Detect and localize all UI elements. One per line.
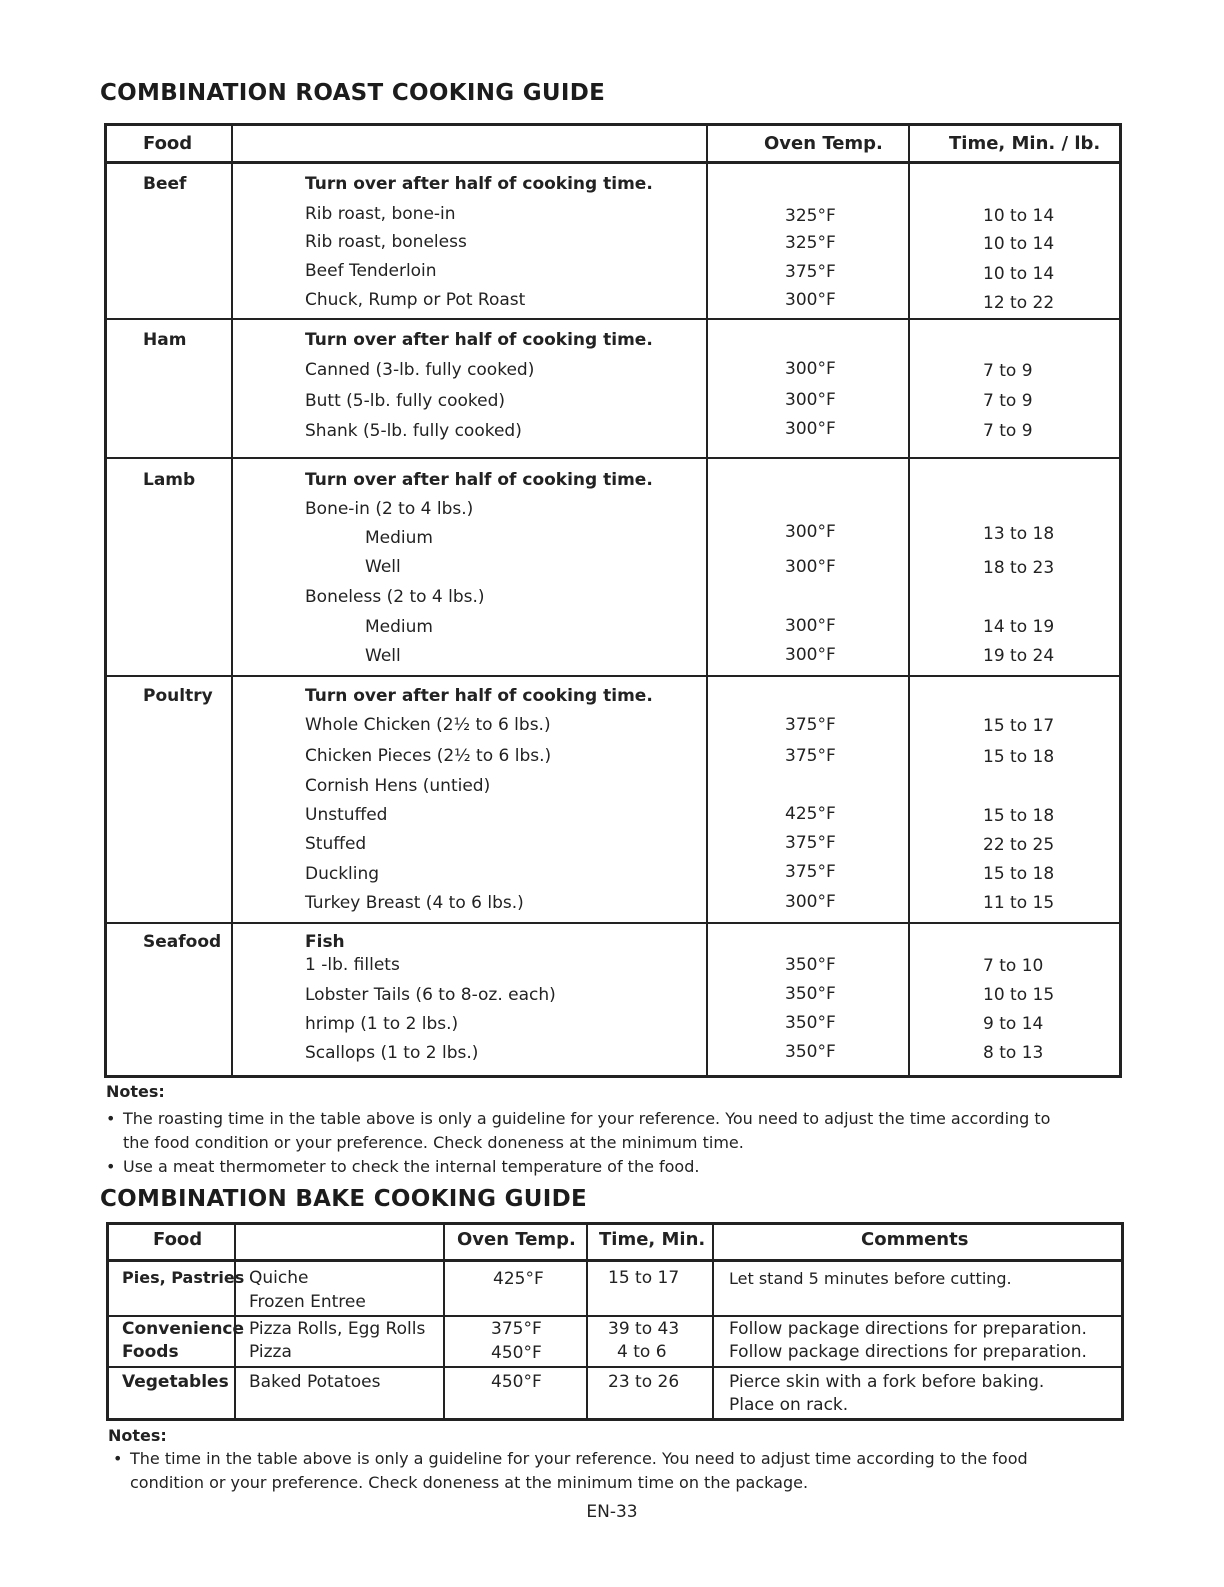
note-text: condition or your preference. Check doneness at the minimum time on the package. <box>130 1473 809 1492</box>
page-number: EN-33 <box>586 1502 638 1522</box>
bake-header-temp: Oven Temp. <box>457 1229 576 1250</box>
bake-col-divider <box>712 1224 714 1419</box>
table-row-time: 39 to 43 <box>608 1319 680 1339</box>
bake-header-time: Time, Min. <box>599 1229 706 1250</box>
table-row-comment: Let stand 5 minutes before cutting. <box>729 1269 1012 1288</box>
table-row-item: Frozen Entree <box>249 1292 366 1312</box>
table-row-item: Chuck, Rump or Pot Roast <box>305 290 526 310</box>
table-row-time: 4 to 6 <box>617 1342 667 1362</box>
table-row-temp: 300°F <box>785 290 836 310</box>
note-text: The time in the table above is only a guideline for your reference. You need to adjust time according to the food <box>130 1449 1028 1468</box>
table-row-item: Medium <box>365 528 433 548</box>
cooking-instruction: Turn over after half of cooking time. <box>305 330 653 350</box>
roast-table-border <box>104 123 1122 1078</box>
food-category-seafood: Seafood <box>143 932 222 952</box>
bullet: • <box>113 1449 123 1468</box>
table-row-item: Bone-in (2 to 4 lbs.) <box>305 499 474 519</box>
food-category-convenience-foods: Convenience <box>122 1319 245 1339</box>
table-row-item: Well <box>365 557 401 577</box>
table-row-item: Shank (5-lb. fully cooked) <box>305 421 522 441</box>
table-row-item: Well <box>365 646 401 666</box>
table-row-time: 22 to 25 <box>983 835 1055 855</box>
table-row-temp: 300°F <box>785 645 836 665</box>
table-row-item: Medium <box>365 617 433 637</box>
table-row-temp: 375°F <box>785 715 836 735</box>
food-category-vegetables: Vegetables <box>122 1372 229 1392</box>
table-row-temp: 450°F <box>491 1372 542 1392</box>
table-row-time: 15 to 18 <box>983 864 1055 884</box>
bake-group-divider <box>108 1366 1122 1368</box>
table-row-time: 12 to 22 <box>983 293 1055 313</box>
table-row-time: 15 to 18 <box>983 806 1055 826</box>
bake-guide-title: COMBINATION BAKE COOKING GUIDE <box>100 1186 588 1212</box>
roast-header-temp: Oven Temp. <box>764 133 883 154</box>
bullet: • <box>106 1109 116 1128</box>
bake-notes-title: Notes: <box>108 1426 167 1445</box>
table-row-time: 10 to 15 <box>983 985 1055 1005</box>
table-row-item: Turkey Breast (4 to 6 lbs.) <box>305 893 524 913</box>
roast-notes-title: Notes: <box>106 1082 165 1101</box>
table-row-temp: 350°F <box>785 1013 836 1033</box>
food-category-convenience-foods: Foods <box>122 1342 179 1362</box>
cooking-instruction: Fish <box>305 932 345 952</box>
table-row-temp: 300°F <box>785 522 836 542</box>
table-row-time: 14 to 19 <box>983 617 1055 637</box>
table-row-temp: 375°F <box>785 262 836 282</box>
table-row-time: 11 to 15 <box>983 893 1055 913</box>
table-row-temp: 300°F <box>785 557 836 577</box>
bullet: • <box>106 1157 116 1176</box>
food-category-beef: Beef <box>143 174 187 194</box>
bake-col-divider <box>443 1224 445 1419</box>
table-row-item: Baked Potatoes <box>249 1372 381 1392</box>
roast-col-divider <box>231 125 233 1076</box>
food-category-lamb: Lamb <box>143 470 196 490</box>
table-row-time: 19 to 24 <box>983 646 1055 666</box>
table-row-time: 15 to 17 <box>983 716 1055 736</box>
table-row-temp: 325°F <box>785 233 836 253</box>
table-row-temp: 325°F <box>785 206 836 226</box>
table-row-temp: 375°F <box>785 833 836 853</box>
bake-header-food: Food <box>153 1229 203 1250</box>
table-row-time: 10 to 14 <box>983 264 1055 284</box>
table-row-item: Cornish Hens (untied) <box>305 776 491 796</box>
table-row-item: Stuffed <box>305 834 367 854</box>
table-row-item: Beef Tenderloin <box>305 261 437 281</box>
table-row-temp: 350°F <box>785 984 836 1004</box>
table-row-temp: 375°F <box>785 746 836 766</box>
roast-note <box>106 1107 1116 1155</box>
table-row-item: Boneless (2 to 4 lbs.) <box>305 587 485 607</box>
table-row-time: 15 to 18 <box>983 747 1055 767</box>
table-row-item: Butt (5-lb. fully cooked) <box>305 391 506 411</box>
table-row-item: hrimp (1 to 2 lbs.) <box>305 1014 459 1034</box>
roast-group-divider <box>106 922 1120 924</box>
table-row-item: Whole Chicken (2½ to 6 lbs.) <box>305 715 551 735</box>
table-row-comment: Place on rack. <box>729 1395 849 1415</box>
table-row-time: 18 to 23 <box>983 558 1055 578</box>
cooking-instruction: Turn over after half of cooking time. <box>305 174 653 194</box>
table-row-time: 9 to 14 <box>983 1014 1044 1034</box>
table-row-temp: 375°F <box>785 862 836 882</box>
table-row-item: Pizza <box>249 1342 292 1362</box>
food-category-pies-pastries: Pies, Pastries <box>122 1268 245 1287</box>
table-row-time: 7 to 9 <box>983 391 1033 411</box>
note-text: Use a meat thermometer to check the internal temperature of the food. <box>123 1157 700 1176</box>
note-text: The roasting time in the table above is only a guideline for your reference. You need to adjust the time according to <box>123 1109 1051 1128</box>
bake-header-comments: Comments <box>861 1229 969 1250</box>
roast-guide-title: COMBINATION ROAST COOKING GUIDE <box>100 80 606 106</box>
table-row-temp: 425°F <box>785 804 836 824</box>
table-row-temp: 300°F <box>785 359 836 379</box>
table-row-time: 15 to 17 <box>608 1268 680 1288</box>
table-row-comment: Follow package directions for preparation. <box>729 1319 1087 1339</box>
roast-header-food: Food <box>143 133 193 154</box>
table-row-temp: 350°F <box>785 955 836 975</box>
roast-col-divider <box>706 125 708 1076</box>
table-row-item: Rib roast, bone-in <box>305 204 456 224</box>
table-row-temp: 300°F <box>785 616 836 636</box>
cooking-instruction: Turn over after half of cooking time. <box>305 470 653 490</box>
note-text: the food condition or your preference. Check doneness at the minimum time. <box>123 1133 744 1152</box>
bake-note <box>113 1447 1123 1495</box>
table-row-item: Unstuffed <box>305 805 388 825</box>
table-row-item: Duckling <box>305 864 380 884</box>
roast-header-time: Time, Min. / lb. <box>949 133 1101 154</box>
table-row-comment: Follow package directions for preparation. <box>729 1342 1087 1362</box>
bake-group-divider <box>108 1315 1122 1317</box>
table-row-time: 7 to 9 <box>983 421 1033 441</box>
table-row-temp: 450°F <box>491 1343 542 1363</box>
roast-group-divider <box>106 675 1120 677</box>
roast-note <box>106 1155 1116 1179</box>
table-row-temp: 300°F <box>785 892 836 912</box>
table-row-temp: 425°F <box>493 1269 544 1289</box>
bake-header-divider <box>108 1259 1122 1262</box>
cooking-instruction: Turn over after half of cooking time. <box>305 686 653 706</box>
table-row-item: Canned (3-lb. fully cooked) <box>305 360 535 380</box>
roast-col-divider <box>908 125 910 1076</box>
roast-group-divider <box>106 318 1120 320</box>
food-category-poultry: Poultry <box>143 686 213 706</box>
table-row-time: 23 to 26 <box>608 1372 680 1392</box>
table-row-item: Rib roast, boneless <box>305 232 467 252</box>
bake-col-divider <box>586 1224 588 1419</box>
table-row-time: 10 to 14 <box>983 206 1055 226</box>
table-row-item: Pizza Rolls, Egg Rolls <box>249 1319 426 1339</box>
food-category-ham: Ham <box>143 330 187 350</box>
table-row-time: 8 to 13 <box>983 1043 1044 1063</box>
table-row-temp: 350°F <box>785 1042 836 1062</box>
table-row-time: 7 to 9 <box>983 361 1033 381</box>
table-row-item: Quiche <box>249 1268 309 1288</box>
table-row-temp: 375°F <box>491 1319 542 1339</box>
table-row-item: Scallops (1 to 2 lbs.) <box>305 1043 479 1063</box>
roast-header-divider <box>106 161 1120 164</box>
table-row-time: 10 to 14 <box>983 234 1055 254</box>
table-row-time: 13 to 18 <box>983 524 1055 544</box>
table-row-temp: 300°F <box>785 390 836 410</box>
table-row-item: Lobster Tails (6 to 8-oz. each) <box>305 985 556 1005</box>
table-row-temp: 300°F <box>785 419 836 439</box>
table-row-time: 7 to 10 <box>983 956 1044 976</box>
table-row-item: Chicken Pieces (2½ to 6 lbs.) <box>305 746 552 766</box>
table-row-comment: Pierce skin with a fork before baking. <box>729 1372 1045 1392</box>
roast-group-divider <box>106 457 1120 459</box>
table-row-item: 1 -lb. fillets <box>305 955 400 975</box>
